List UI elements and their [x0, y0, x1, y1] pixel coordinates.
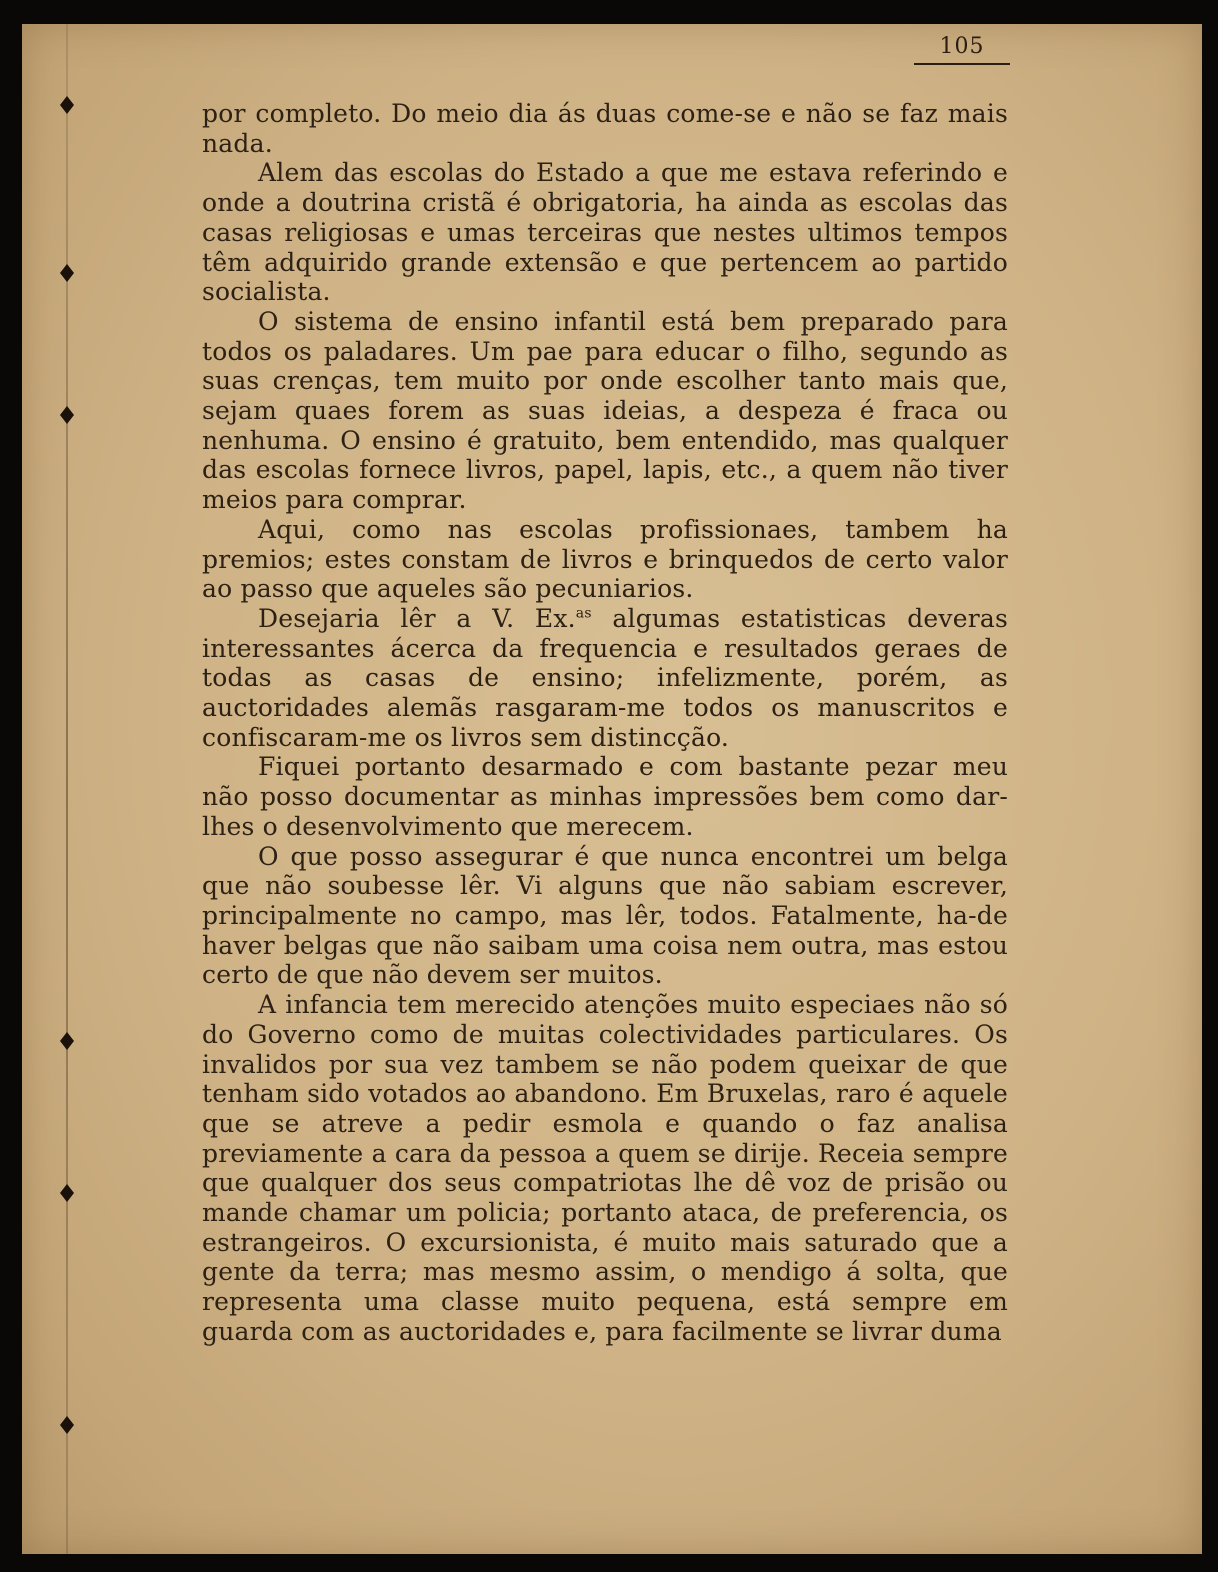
paragraph: O que posso assegurar é que nunca encontrei um belga que não soubesse lêr. Vi alguns que não sabiam escrever, principalmente no campo, mas lêr, todos. Fatalmente, ha-de haver belgas que não saibam uma coisa nem outra, mas estou certo de que não devem ser muitos.: [202, 841, 1008, 990]
paragraph: [202, 604, 1008, 753]
paragraph: por completo. Do meio dia ás duas come-se e não se faz mais nada.: [202, 99, 1008, 158]
page-number-header: [912, 34, 1012, 65]
paragraph: Alem das escolas do Estado a que me estava referindo e onde a doutrina cristã é obrigatoria, ha ainda as escolas das casas religiosas e umas terceiras que nestes ultimos tempos têm adquirido grande extensão e que pertencem ao partido socialista.: [202, 158, 1008, 307]
stitch-mark: [60, 264, 74, 282]
thread-line: [66, 24, 68, 1554]
stitch-mark: [60, 1184, 74, 1202]
text-run: Desejaria lêr a V. Ex.: [258, 603, 576, 633]
stitch-mark: [60, 1032, 74, 1050]
stitch-mark: [60, 96, 74, 114]
binding-thread: [62, 24, 72, 1554]
page-number: 105: [939, 34, 985, 59]
body-text: [202, 99, 1008, 1347]
page-number-rule: [914, 63, 1010, 65]
superscript: as: [575, 605, 592, 622]
paragraph: Aqui, como nas escolas profissionaes, tambem ha premios; estes constam de livros e brinquedos de certo valor ao passo que aqueles são pecuniarios.: [202, 514, 1008, 604]
paragraph: Fiquei portanto desarmado e com bastante pezar meu não posso documentar as minhas impressões bem como dar-lhes o desenvolvimento que merecem.: [202, 752, 1008, 841]
paragraph: A infancia tem merecido atenções muito especiaes não só do Governo como de muitas colectividades particulares. Os invalidos por sua vez tambem se não podem queixar de que tenham sido votados ao abandono. Em Bruxelas, raro é aquele que se atreve a pedir esmola e quando o faz analisa previamente a cara da pessoa a quem se dirije. Receia sempre que qualquer dos seus compatriotas lhe dê voz de prisão ou mande chamar um policia; portanto ataca, de preferencia, os estrangeiros. O excursionista, é muito mais saturado que a gente da terra; mas mesmo assim, o mendigo á solta, que representa uma classe muito pequena, está sempre em guarda com as auctoridades e, para facilmente se livrar duma: [202, 990, 1008, 1346]
text-run: algumas estatisticas deveras interessantes ácerca da frequencia e resultados geraes de todas as casas de ensino; infelizmente, porém, as auctoridades alemãs rasgaram-me todos os manuscritos e confiscaram-me os livros sem distincção.: [202, 603, 1008, 752]
paragraph: O sistema de ensino infantil está bem preparado para todos os paladares. Um pae para educar o filho, segundo as suas crenças, tem muito por onde escolher tanto mais que, sejam quaes forem as suas ideias, a despeza é fraca ou nenhuma. O ensino é gratuito, bem entendido, mas qualquer das escolas fornece livros, papel, lapis, etc., a quem não tiver meios para comprar.: [202, 306, 1008, 515]
book-page: [22, 24, 1202, 1554]
stitch-mark: [60, 406, 74, 424]
stitch-mark: [60, 1416, 74, 1434]
